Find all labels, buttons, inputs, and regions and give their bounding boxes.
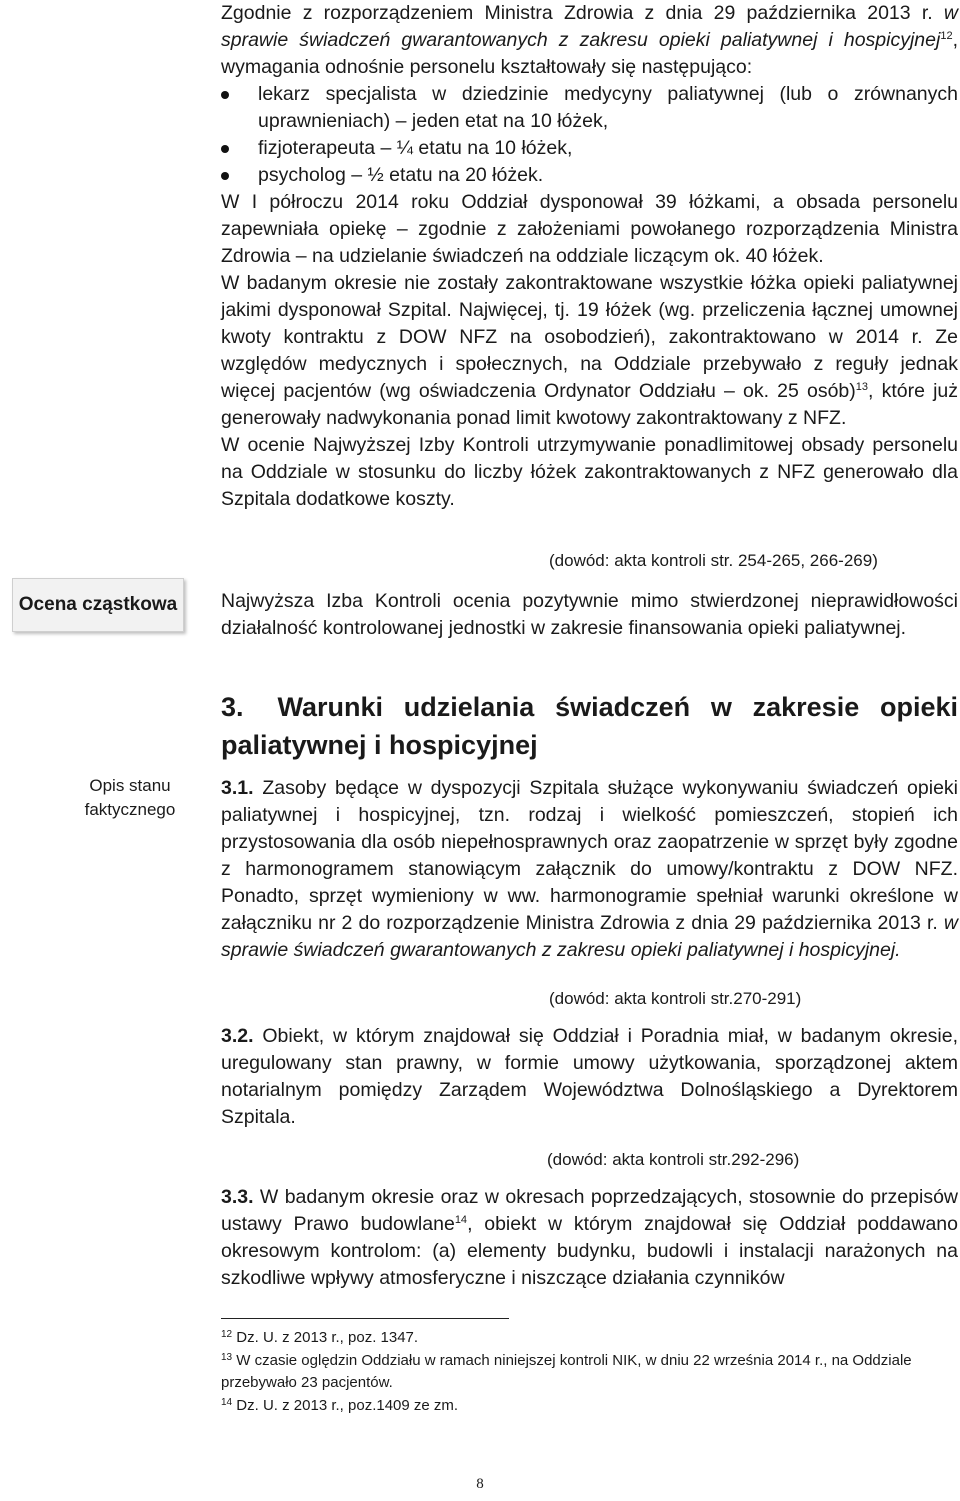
- facts-side-label: Opis stanu faktycznego: [84, 776, 176, 819]
- footnote-number: 14: [221, 1397, 233, 1408]
- section-number: 3.: [221, 692, 244, 722]
- intro-tail: , wymagania odnośnie personelu kształtowały się następująco:: [221, 29, 958, 78]
- footnote-divider: [221, 1318, 509, 1319]
- paragraph-nik-opinion: W ocenie Najwyższej Izby Kontroli utrzymywanie ponadlimitowej obsady personelu na Oddziale w stosunku do liczby łóżek zakontraktowanych z NFZ generowało dla Szpitala dodatkowe koszty.: [221, 434, 958, 510]
- assessment-text: Najwyższa Izba Kontroli ocenia pozytywnie mimo stwierdzonej nieprawidłowości działalność kontrolowanej jednostki w zakresie finansowania opieki paliatywnej.: [221, 590, 958, 639]
- section-title: Warunki udzielania świadczeń w zakresie opieki paliatywnej i hospicyjnej: [221, 692, 958, 760]
- footnote: [221, 1395, 958, 1417]
- footnote-ref-12[interactable]: 12: [940, 30, 953, 42]
- list-item: lekarz specjalista w dziedzinie medycyny paliatywnej (lub o zrównanych uprawnieniach) – jeden etat na 10 łóżek,: [221, 81, 958, 135]
- subsection-body: Obiekt, w którym znajdował się Oddział i Poradnia miał, w badanym okresie, uregulowany stan prawny, w formie umowy użytkowania, sporządzonej aktem notarialnym pomiędzy Zarządem Województwa Dolnośląskiego a Dyrektorem Szpitala.: [221, 1025, 959, 1128]
- subsection-3-1: [221, 775, 958, 964]
- section-heading: [221, 688, 958, 764]
- evidence-note: (dowód: akta kontroli str. 254-265, 266-269): [549, 551, 878, 570]
- subsection-3-2-text: [221, 1023, 958, 1131]
- intro-paragraph: [221, 0, 958, 81]
- footnote-ref-13[interactable]: 13: [855, 381, 869, 393]
- footnote-text: W czasie oględzin Oddziału w ramach niniejszej kontroli NIK, w dniu 22 września 2014 r., na Oddziale przebywało 23 pacjentów.: [221, 1352, 912, 1391]
- footnote-number: 12: [221, 1329, 233, 1340]
- evidence-note: (dowód: akta kontroli str.270-291): [549, 989, 802, 1008]
- subsection-number: 3.1.: [221, 777, 254, 799]
- staffing-list: [221, 81, 958, 189]
- footnote: [221, 1350, 958, 1394]
- subsection-body-tail: , obiekt w którym znajdował się Oddział poddawano okresowym kontrolom: (a) elementy budynku, budowli i instalacji narażonych na szkodliwe wpływy atmosferyczne i niszczące działania czynników: [221, 1213, 958, 1289]
- footnote-ref-14[interactable]: 14: [454, 1214, 468, 1226]
- list-item: psycholog – ½ etatu na 20 łóżek.: [221, 162, 958, 189]
- footnote-text: Dz. U. z 2013 r., poz.1409 ze zm.: [236, 1397, 459, 1414]
- paragraph-contracts-text: W badanym okresie nie zostały zakontraktowane wszystkie łóżka opieki paliatywnej jakimi dysponował Szpital. Najwięcej, tj. 19 łóżek (wg. przeliczenia łącznej umownej kwoty kontraktu z DOW NFZ na osobodzień), zakontraktowano w 2014 r. Ze względów medycznych i społecznych, na Oddziale przebywało z reguły jednak więcej pacjentów (wg oświadczenia Ordynator Oddziału – ok. 25 osób): [221, 272, 958, 402]
- page-number: 8: [476, 1476, 484, 1492]
- evidence-note: (dowód: akta kontroli str.292-296): [547, 1150, 800, 1169]
- paragraph-contracts-tail: , które już generowały nadwykonania ponad limit kwotowy zakontraktowany z NFZ.: [221, 380, 958, 429]
- list-item: fizjoterapeuta – ¼ etatu na 10 łóżek,: [221, 135, 958, 162]
- subsection-body: W badanym okresie oraz w okresach poprzedzających, stosownie do przepisów ustawy Prawo budowlane: [221, 1186, 958, 1235]
- footnote-number: 13: [221, 1352, 233, 1363]
- paragraph-beds: W I półroczu 2014 roku Oddział dysponował 39 łóżkami, a obsada personelu zapewniała opiekę – zgodnie z założeniami powołanego rozporządzenia Ministra Zdrowia – na udzielanie świadczeń na oddziale liczącym ok. 40 łóżek.: [221, 191, 958, 267]
- footnote: [221, 1327, 958, 1349]
- footnote-text: Dz. U. z 2013 r., poz. 1347.: [236, 1329, 419, 1346]
- subsection-body: Zasoby będące w dyspozycji Szpitala służące wykonywaniu świadczeń opieki paliatywnej i hospicyjnej, tzn. rodzaj i wielkość pomieszczeń, stopień ich przystosowania dla osób niepełnosprawnych oraz zaopatrzenie w sprzęt były zgodne z harmonogramem stanowiącym załącznik do umowy/kontraktu z DOW NFZ. Ponadto, sprzęt wymieniony w ww. harmonogramie spełniał warunki określone w załączniku nr 2 do rozporządzenie Ministra Zdrowia z dnia 29 października 2013 r.: [221, 777, 958, 934]
- assessment-block: [221, 588, 958, 642]
- paragraph-contracts: [221, 270, 958, 432]
- subsection-3-2: [221, 1023, 958, 1131]
- subsection-3-3-text: [221, 1184, 958, 1292]
- subsection-number: 3.2.: [221, 1025, 254, 1047]
- subsection-3-1-text: [221, 775, 958, 964]
- partial-assessment-box: [12, 578, 184, 632]
- intro-line: Zgodnie z rozporządzeniem Ministra Zdrowia z dnia 29 października 2013 r.: [221, 2, 933, 24]
- subsection-number: 3.3.: [221, 1186, 254, 1208]
- footnotes: [221, 1327, 958, 1418]
- regulation-title: w sprawie świadczeń gwarantowanych z zakresu opieki paliatywnej i hospicyjnej: [221, 2, 958, 51]
- partial-assessment-label: Ocena cząstkowa: [18, 594, 178, 615]
- subsection-3-3: [221, 1184, 958, 1292]
- regulation-title: w sprawie świadczeń gwarantowanych z zakresu opieki paliatywnej i hospicyjnej.: [221, 912, 959, 961]
- intro-block: [221, 0, 958, 513]
